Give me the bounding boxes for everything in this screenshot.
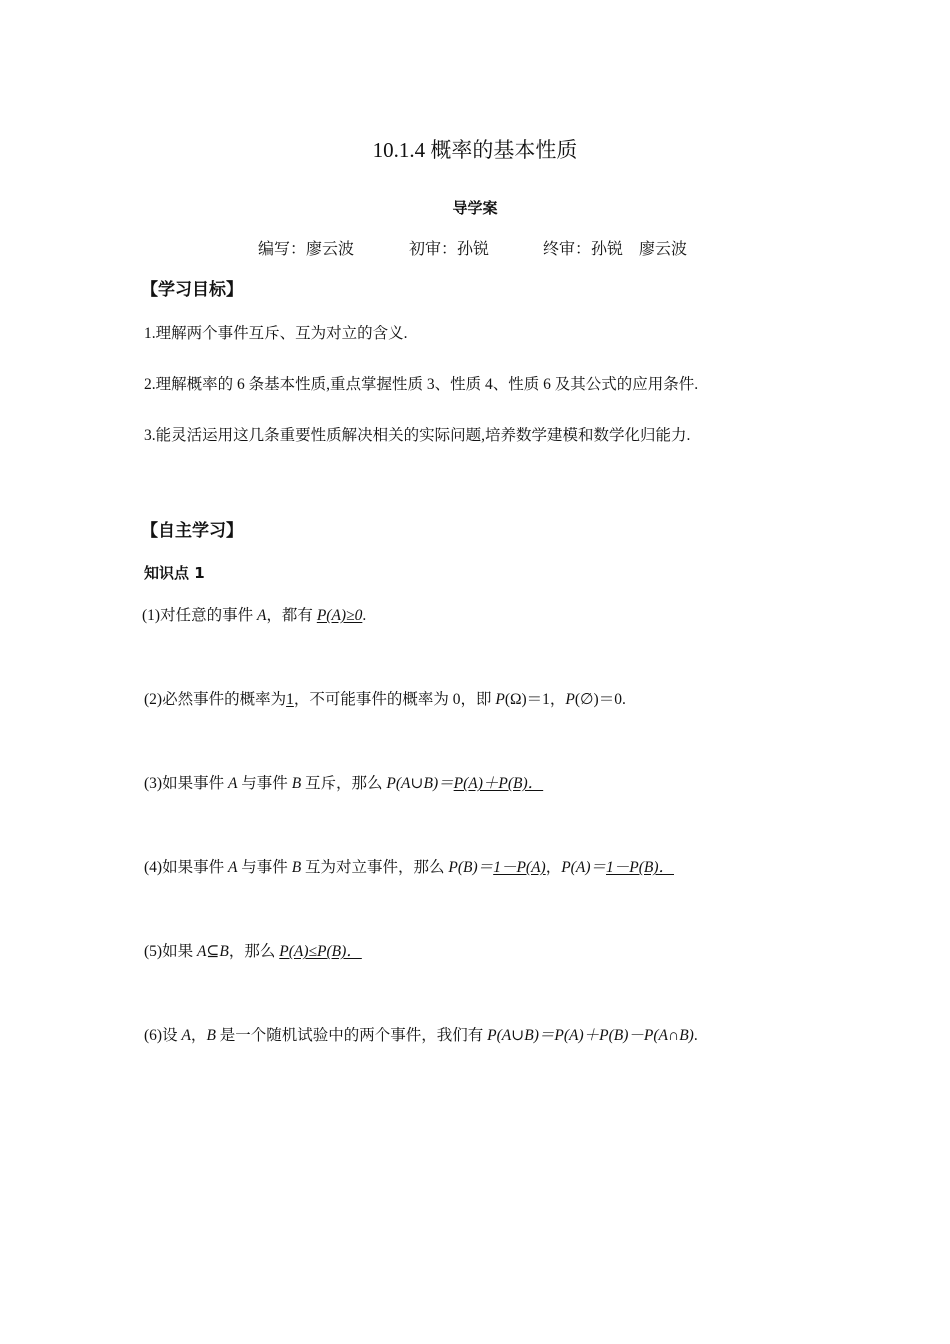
self-study-heading: 【自主学习】 xyxy=(141,521,243,541)
property-2: (2)必然事件的概率为1，不可能事件的概率为 0，即 P(Ω)＝1，P(∅)＝0. xyxy=(144,691,626,708)
goal-item: 2.理解概率的 6 条基本性质,重点掌握性质 3、性质 4、性质 6 及其公式的应用条件. xyxy=(144,376,699,393)
property-1: (1)对任意的事件 A，都有 P(A)≥0. xyxy=(142,607,367,624)
editor-credit: 编写：廖云波 xyxy=(258,241,355,258)
knowledge-point-label: 知识点 1 xyxy=(144,564,205,582)
goal-item: 3.能灵活运用这几条重要性质解决相关的实际问题,培养数学建模和数学化归能力. xyxy=(144,427,691,444)
property-5: (5)如果 A⊆B，那么 P(A)≤P(B)． xyxy=(144,943,362,960)
document-subtitle: 导学案 xyxy=(452,199,498,217)
property-3: (3)如果事件 A 与事件 B 互斥，那么 P(A∪B)＝P(A)＋P(B)． xyxy=(144,775,544,792)
property-6: (6)设 A，B 是一个随机试验中的两个事件，我们有 P(A∪B)＝P(A)＋P(B)－P(A∩B). xyxy=(144,1027,698,1044)
document-title: 10.1.4 概率的基本性质 xyxy=(372,138,578,162)
first-review-credit: 初审：孙锐 xyxy=(409,241,490,258)
goal-item: 1.理解两个事件互斥、互为对立的含义. xyxy=(144,325,408,342)
final-review-credit: 终审：孙锐 廖云波 xyxy=(543,241,688,258)
goals-heading: 【学习目标】 xyxy=(141,280,243,300)
property-4: (4)如果事件 A 与事件 B 互为对立事件，那么 P(B)＝1－P(A)，P(A)＝1－P(B)． xyxy=(144,859,674,876)
